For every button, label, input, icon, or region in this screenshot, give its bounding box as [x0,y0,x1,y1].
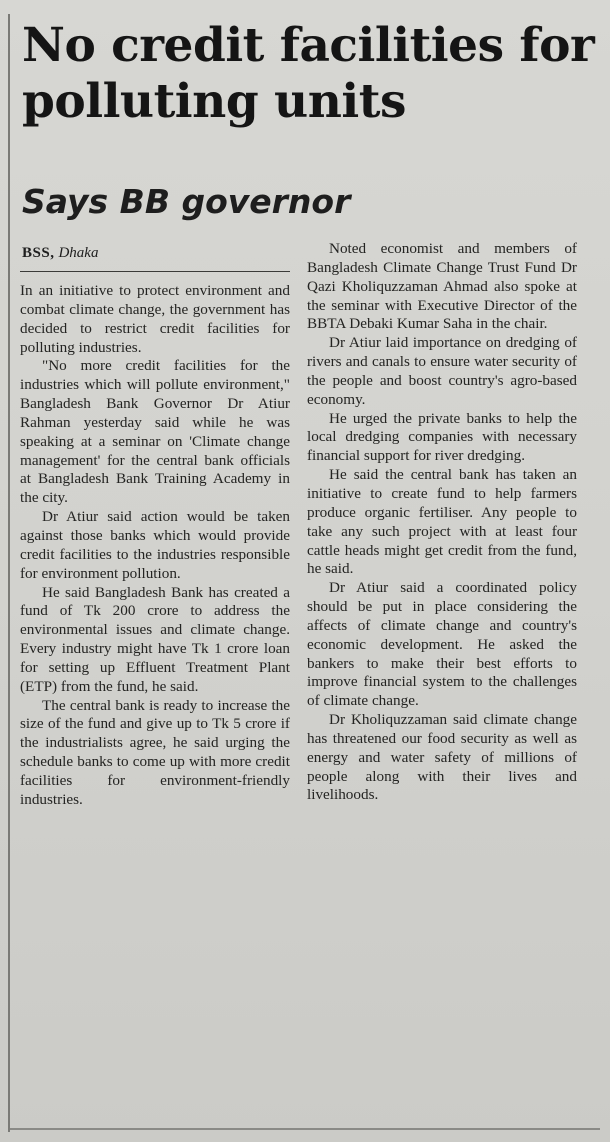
article-column-right [307,240,577,805]
paragraph: Dr Atiur said a coordinated policy should be put in place considering the affects of climate change and country's economic development. He asked the bankers to make their best efforts to improve financial system to the challenges of climate change. [307,579,577,710]
paragraph: In an initiative to protect environment and combat climate change, the government has decided to restrict credit facilities for polluting industries. [20,282,290,356]
paragraph: "No more credit facilities for the industries which will pollute environment," Bangladesh Bank Governor Dr Atiur Rahman yesterday said while he was speaking at a seminar on 'Climate change management' for the central bank officials at Bangladesh Bank Training Academy in the city. [20,357,290,507]
column-rule-left [8,14,10,1132]
byline-rule [20,271,290,272]
paragraph: He said the central bank has taken an initiative to create fund to help farmers produce organic fertiliser. Any people to take any such project with at least four cattle heads might get credit from the fund, he said. [307,466,577,578]
paragraph: Noted economist and members of Bangladesh Climate Change Trust Fund Dr Qazi Kholiquzzaman Ahmad also spoke at the seminar with Executive Director of the BBTA Debaki Kumar Saha in the chair. [307,240,577,333]
paragraph: Dr Atiur laid importance on dredging of rivers and canals to ensure water security of the people and boost country's agro-based economy. [307,334,577,408]
paragraph: Dr Atiur said action would be taken against those banks which would provide credit facilities to the industries responsible for environment pollution. [20,508,290,582]
paragraph: He said Bangladesh Bank has created a fund of Tk 200 crore to address the environmental issues and climate change. Every industry might have Tk 1 crore loan for setting up Effluent Treatment Plant (ETP) from the fund, he said. [20,583,290,695]
byline [22,243,98,263]
subheadline: Says BB governor [22,182,351,221]
paragraph: Dr Kholiquzzaman said climate change has threatened our food security as well as energy and water safety of millions of people along with their lives and livelihoods. [307,711,577,804]
paragraph: He urged the private banks to help the local dredging companies with necessary financial support for river dredging. [307,409,577,465]
byline-place: Dhaka [58,245,99,261]
bottom-rule [10,1128,600,1130]
headline: No credit facilities for polluting units [22,18,595,129]
byline-agency: BSS, [22,245,55,261]
paragraph: The central bank is ready to increase the size of the fund and give up to Tk 5 crore if the industrialists agree, he said urging the schedule banks to come up with more credit facilities for environment-friendly industries. [20,696,290,808]
article-column-left [20,282,290,810]
